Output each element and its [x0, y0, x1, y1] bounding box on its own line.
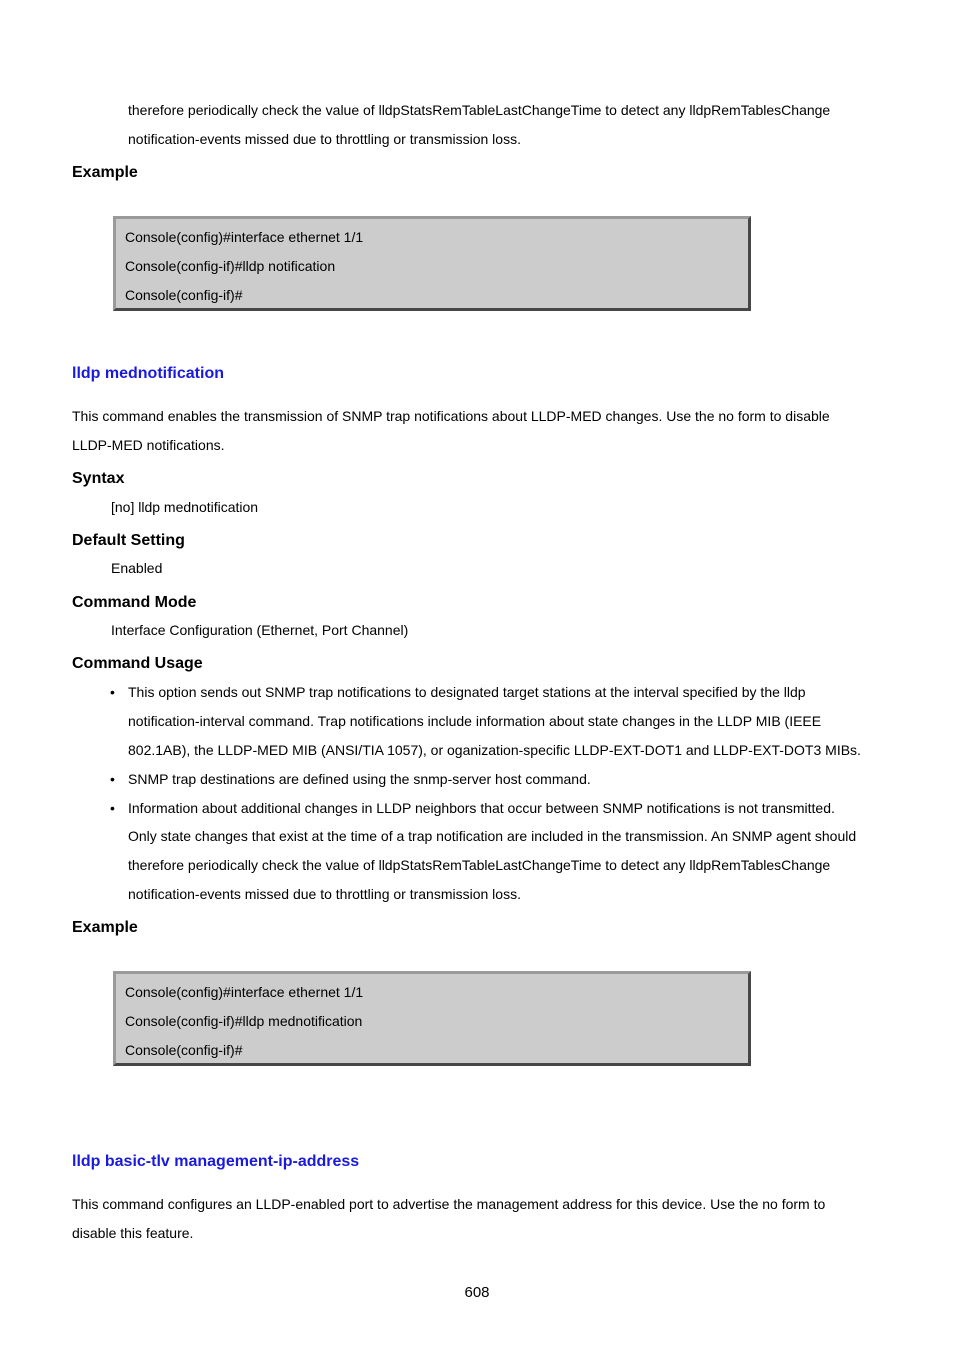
example-heading: Example	[72, 919, 138, 936]
example-heading: Example	[72, 164, 138, 181]
bullet-icon: •	[110, 800, 115, 816]
next-description-line-1: This command configures an LLDP-enabled port to advertise the management address for this device. Use the no form to	[72, 1196, 826, 1212]
console-line: Console(config-if)#lldp mednotification	[125, 1013, 363, 1029]
usage-item-1-line-2: notification-interval command. Trap notifications include information about state changes in the LLDP MIB (IEEE	[128, 713, 822, 729]
command-usage-heading: Command Usage	[72, 655, 203, 672]
command-mode-heading: Command Mode	[72, 594, 197, 611]
syntax-value: [no] lldp mednotification	[111, 499, 259, 515]
usage-item-1-line-3: 802.1AB), the LLDP-MED MIB (ANSI/TIA 1057), or oganization-specific LLDP-EXT-DOT1 and LLDP-EXT-DOT3 MIBs.	[128, 742, 861, 758]
bullet-icon: •	[110, 684, 115, 700]
console-line: Console(config-if)#	[125, 287, 243, 303]
continuation-line-1: therefore periodically check the value of lldpStatsRemTableLastChangeTime to detect any lldpRemTablesChange	[128, 102, 831, 118]
command-mode-value: Interface Configuration (Ethernet, Port Channel)	[111, 622, 409, 638]
command-title: lldp mednotification	[72, 365, 224, 382]
description-line-1: This command enables the transmission of SNMP trap notifications about LLDP-MED changes. Use the no form to disable	[72, 408, 830, 424]
default-setting-heading: Default Setting	[72, 532, 185, 549]
description-line-2: LLDP-MED notifications.	[72, 437, 225, 453]
usage-item-3-line-3: therefore periodically check the value of lldpStatsRemTableLastChangeTime to detect any lldpRemTablesChange	[128, 857, 831, 873]
bullet-icon: •	[110, 771, 115, 787]
page-number: 608	[464, 1284, 490, 1301]
usage-item-1-line-1: This option sends out SNMP trap notifications to designated target stations at the interval specified by the lldp	[128, 684, 806, 700]
next-description-line-2: disable this feature.	[72, 1225, 194, 1241]
console-line: Console(config-if)#lldp notification	[125, 258, 336, 274]
console-example-1	[113, 216, 751, 311]
syntax-heading: Syntax	[72, 470, 125, 487]
continuation-line-2: notification-events missed due to throttling or transmission loss.	[128, 131, 521, 147]
default-setting-value: Enabled	[111, 560, 163, 576]
console-line: Console(config-if)#	[125, 1042, 243, 1058]
usage-item-3-line-2: Only state changes that exist at the time of a trap notification are included in the transmission. An SNMP agent should	[128, 828, 857, 844]
console-line: Console(config)#interface ethernet 1/1	[125, 984, 364, 1000]
usage-item-3-line-1: Information about additional changes in LLDP neighbors that occur between SNMP notifications is not transmitted.	[128, 800, 835, 816]
console-line: Console(config)#interface ethernet 1/1	[125, 229, 364, 245]
console-example-2	[113, 971, 751, 1066]
usage-item-3-line-4: notification-events missed due to throttling or transmission loss.	[128, 886, 521, 902]
usage-item-2-line-1: SNMP trap destinations are defined using the snmp-server host command.	[128, 771, 591, 787]
next-command-title: lldp basic-tlv management-ip-address	[72, 1153, 360, 1170]
